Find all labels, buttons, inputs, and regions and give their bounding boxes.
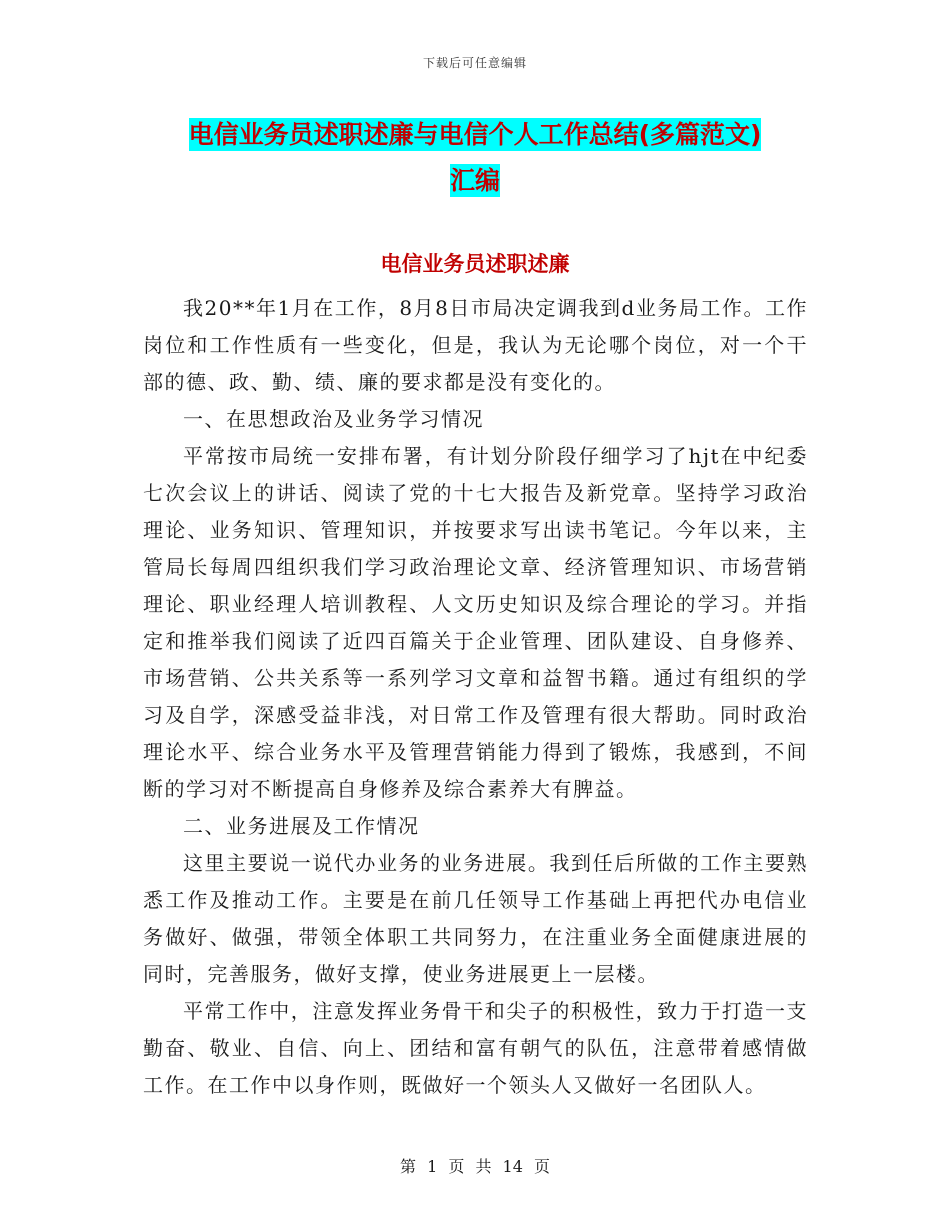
section-title: 电信业务员述职述廉 xyxy=(380,252,570,276)
paragraph-intro: 我20**年1月在工作，8月8日市局决定调我到d业务局工作。工作岗位和工作性质有一些变化，但是，我认为无论哪个岗位，对一个干部的德、政、勤、绩、廉的要求都是没有变化的。 xyxy=(143,296,808,394)
paragraph-study: 平常按市局统一安排布署，有计划分阶段仔细学习了hjt在中纪委七次会议上的讲话、阅读了党的十七大报告及新党章。坚持学习政治理论、业务知识、管理知识，并按要求写出读书笔记。今年以来，主管局长每周四组织我们学习政治理论文章、经济管理知识、市场营销理论、职业经理人培训教程、人文历史知识及综合理论的学习。并指定和推举我们阅读了近四百篇关于企业管理、团队建设、自身修养、市场营销、公共关系等一系列学习文章和益智书籍。通过有组织的学习及自学，深感受益非浅，对日常工作及管理有很大帮助。同时政治理论水平、综合业务水平及管理营销能力得到了锻炼，我感到，不间断的学习对不断提高自身修养及综合素养大有脾益。 xyxy=(143,444,808,801)
heading-business: 二、业务进展及工作情况 xyxy=(183,814,420,838)
header-note: 下载后可任意编辑 xyxy=(422,56,527,70)
document-title-line-2: 汇编 xyxy=(449,166,500,195)
paragraph-business: 这里主要说一说代办业务的业务进展。我到任后所做的工作主要熟悉工作及推动工作。主要是在前几任领导工作基础上再把代办电信业务做好、做强，带领全体职工共同努力，在注重业务全面健康进展的同时，完善服务，做好支撑，使业务进展更上一层楼。 xyxy=(143,851,808,986)
document-title-line-1: 电信业务员述职述廉与电信个人工作总结(多篇范文) xyxy=(188,120,762,149)
document-title xyxy=(150,112,800,204)
page-indicator: 第 1 页 共 14 页 xyxy=(400,1157,550,1176)
paragraph-team: 平常工作中，注意发挥业务骨干和尖子的积极性，致力于打造一支勤奋、敬业、自信、向上、团结和富有朝气的队伍，注意带着感情做工作。在工作中以身作则，既做好一个领头人又做好一名团队人。 xyxy=(143,999,808,1097)
heading-study: 一、在思想政治及业务学习情况 xyxy=(183,407,484,431)
body-text xyxy=(143,290,808,1104)
